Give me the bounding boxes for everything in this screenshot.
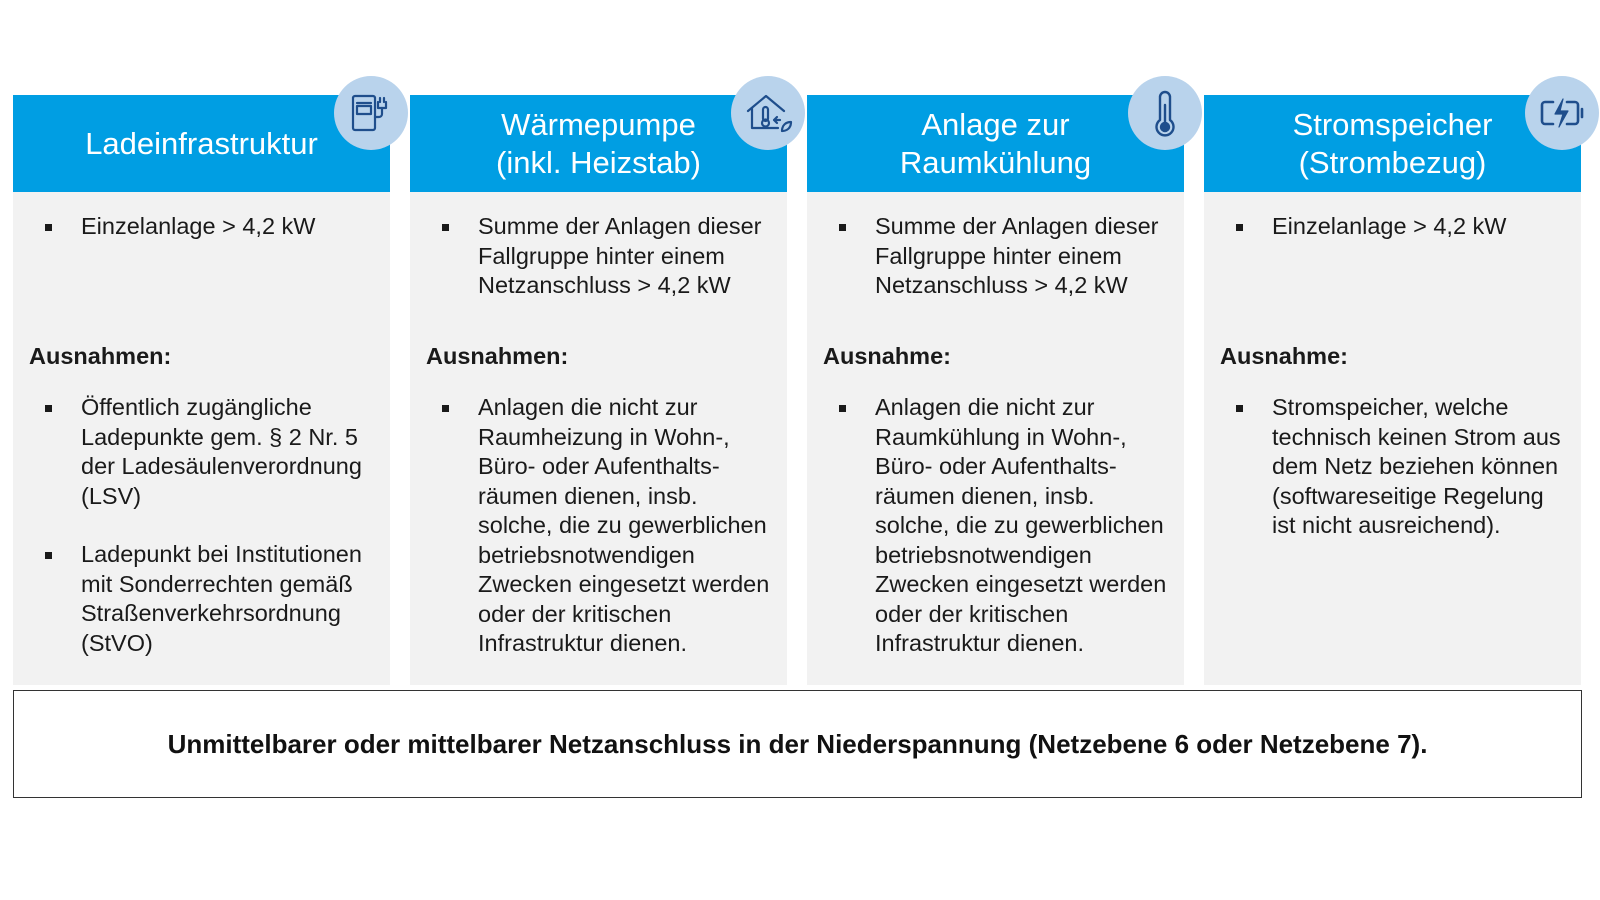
header-title-line: (inkl. Heizstab) xyxy=(496,144,701,180)
criteria-list xyxy=(1218,212,1571,242)
header-title-line: Anlage zur xyxy=(921,106,1070,142)
criteria-list xyxy=(821,212,1174,301)
exceptions-title: Ausnahmen: xyxy=(426,343,569,369)
exceptions-list xyxy=(1218,393,1571,541)
header-title-line: Ladeinfrastruktur xyxy=(85,125,318,161)
battery-charging-icon xyxy=(1525,76,1599,150)
criteria-item: Summe der Anlagen dieser Fallgruppe hinter einem Netzanschluss > 4,2 kW xyxy=(821,212,1174,301)
footer-text: Unmittelbarer oder mittelbarer Netzanschluss in der Niederspannung (Netzebene 6 oder Netzebene 7). xyxy=(167,728,1428,759)
column-stromspeicher xyxy=(1204,95,1581,685)
criteria-item: Einzelanlage > 4,2 kW xyxy=(1218,212,1571,242)
column-waermepumpe xyxy=(410,95,787,685)
exception-item: Stromspeicher, welche technisch keinen Strom aus dem Netz beziehen können (softwareseitige Regelung ist nicht ausreichend). xyxy=(1218,393,1571,541)
column-raumkuehlung xyxy=(807,95,1184,685)
exceptions-title: Ausnahme: xyxy=(1220,343,1348,369)
exceptions-title: Ausnahme: xyxy=(823,343,951,369)
header-title-line: Wärmepumpe xyxy=(501,106,696,142)
exception-item: Anlagen die nicht zur Raumkühlung in Wohn-, Büro- oder Aufenthalts-räumen dienen, insb. solche, die zu gewerblichen betriebsnotwendigen Zwecken eingesetzt werden oder der kritischen Infrastruktur dienen. xyxy=(821,393,1174,659)
thermometer-icon xyxy=(1128,76,1202,150)
exception-item: Ladepunkt bei Institutionen mit Sonderrechten gemäß Straßenverkehrsordnung (StVO) xyxy=(27,540,380,658)
criteria-list xyxy=(27,212,380,242)
footer-note xyxy=(13,690,1582,798)
exceptions-list xyxy=(821,393,1174,659)
column-ladeinfrastruktur xyxy=(13,95,390,685)
criteria-list xyxy=(424,212,777,301)
exception-item: Anlagen die nicht zur Raumheizung in Wohn-, Büro- oder Aufenthalts-räumen dienen, insb. solche, die zu gewerblichen betriebsnotwendigen Zwecken eingesetzt werden oder der kritischen Infrastruktur dienen. xyxy=(424,393,777,659)
exceptions-list xyxy=(424,393,777,659)
criteria-item: Summe der Anlagen dieser Fallgruppe hinter einem Netzanschluss > 4,2 kW xyxy=(424,212,777,301)
header-title-line: Raumkühlung xyxy=(899,144,1092,180)
heat-pump-house-icon xyxy=(731,76,805,150)
exceptions-title: Ausnahmen: xyxy=(29,343,172,369)
header-title-line: Stromspeicher xyxy=(1292,106,1493,142)
exceptions-list xyxy=(27,393,380,658)
exception-item: Öffentlich zugängliche Ladepunkte gem. § 2 Nr. 5 der Ladesäulenverordnung (LSV) xyxy=(27,393,380,511)
header-title-line: (Strombezug) xyxy=(1298,144,1487,180)
ev-charger-icon xyxy=(334,76,408,150)
criteria-item: Einzelanlage > 4,2 kW xyxy=(27,212,380,242)
